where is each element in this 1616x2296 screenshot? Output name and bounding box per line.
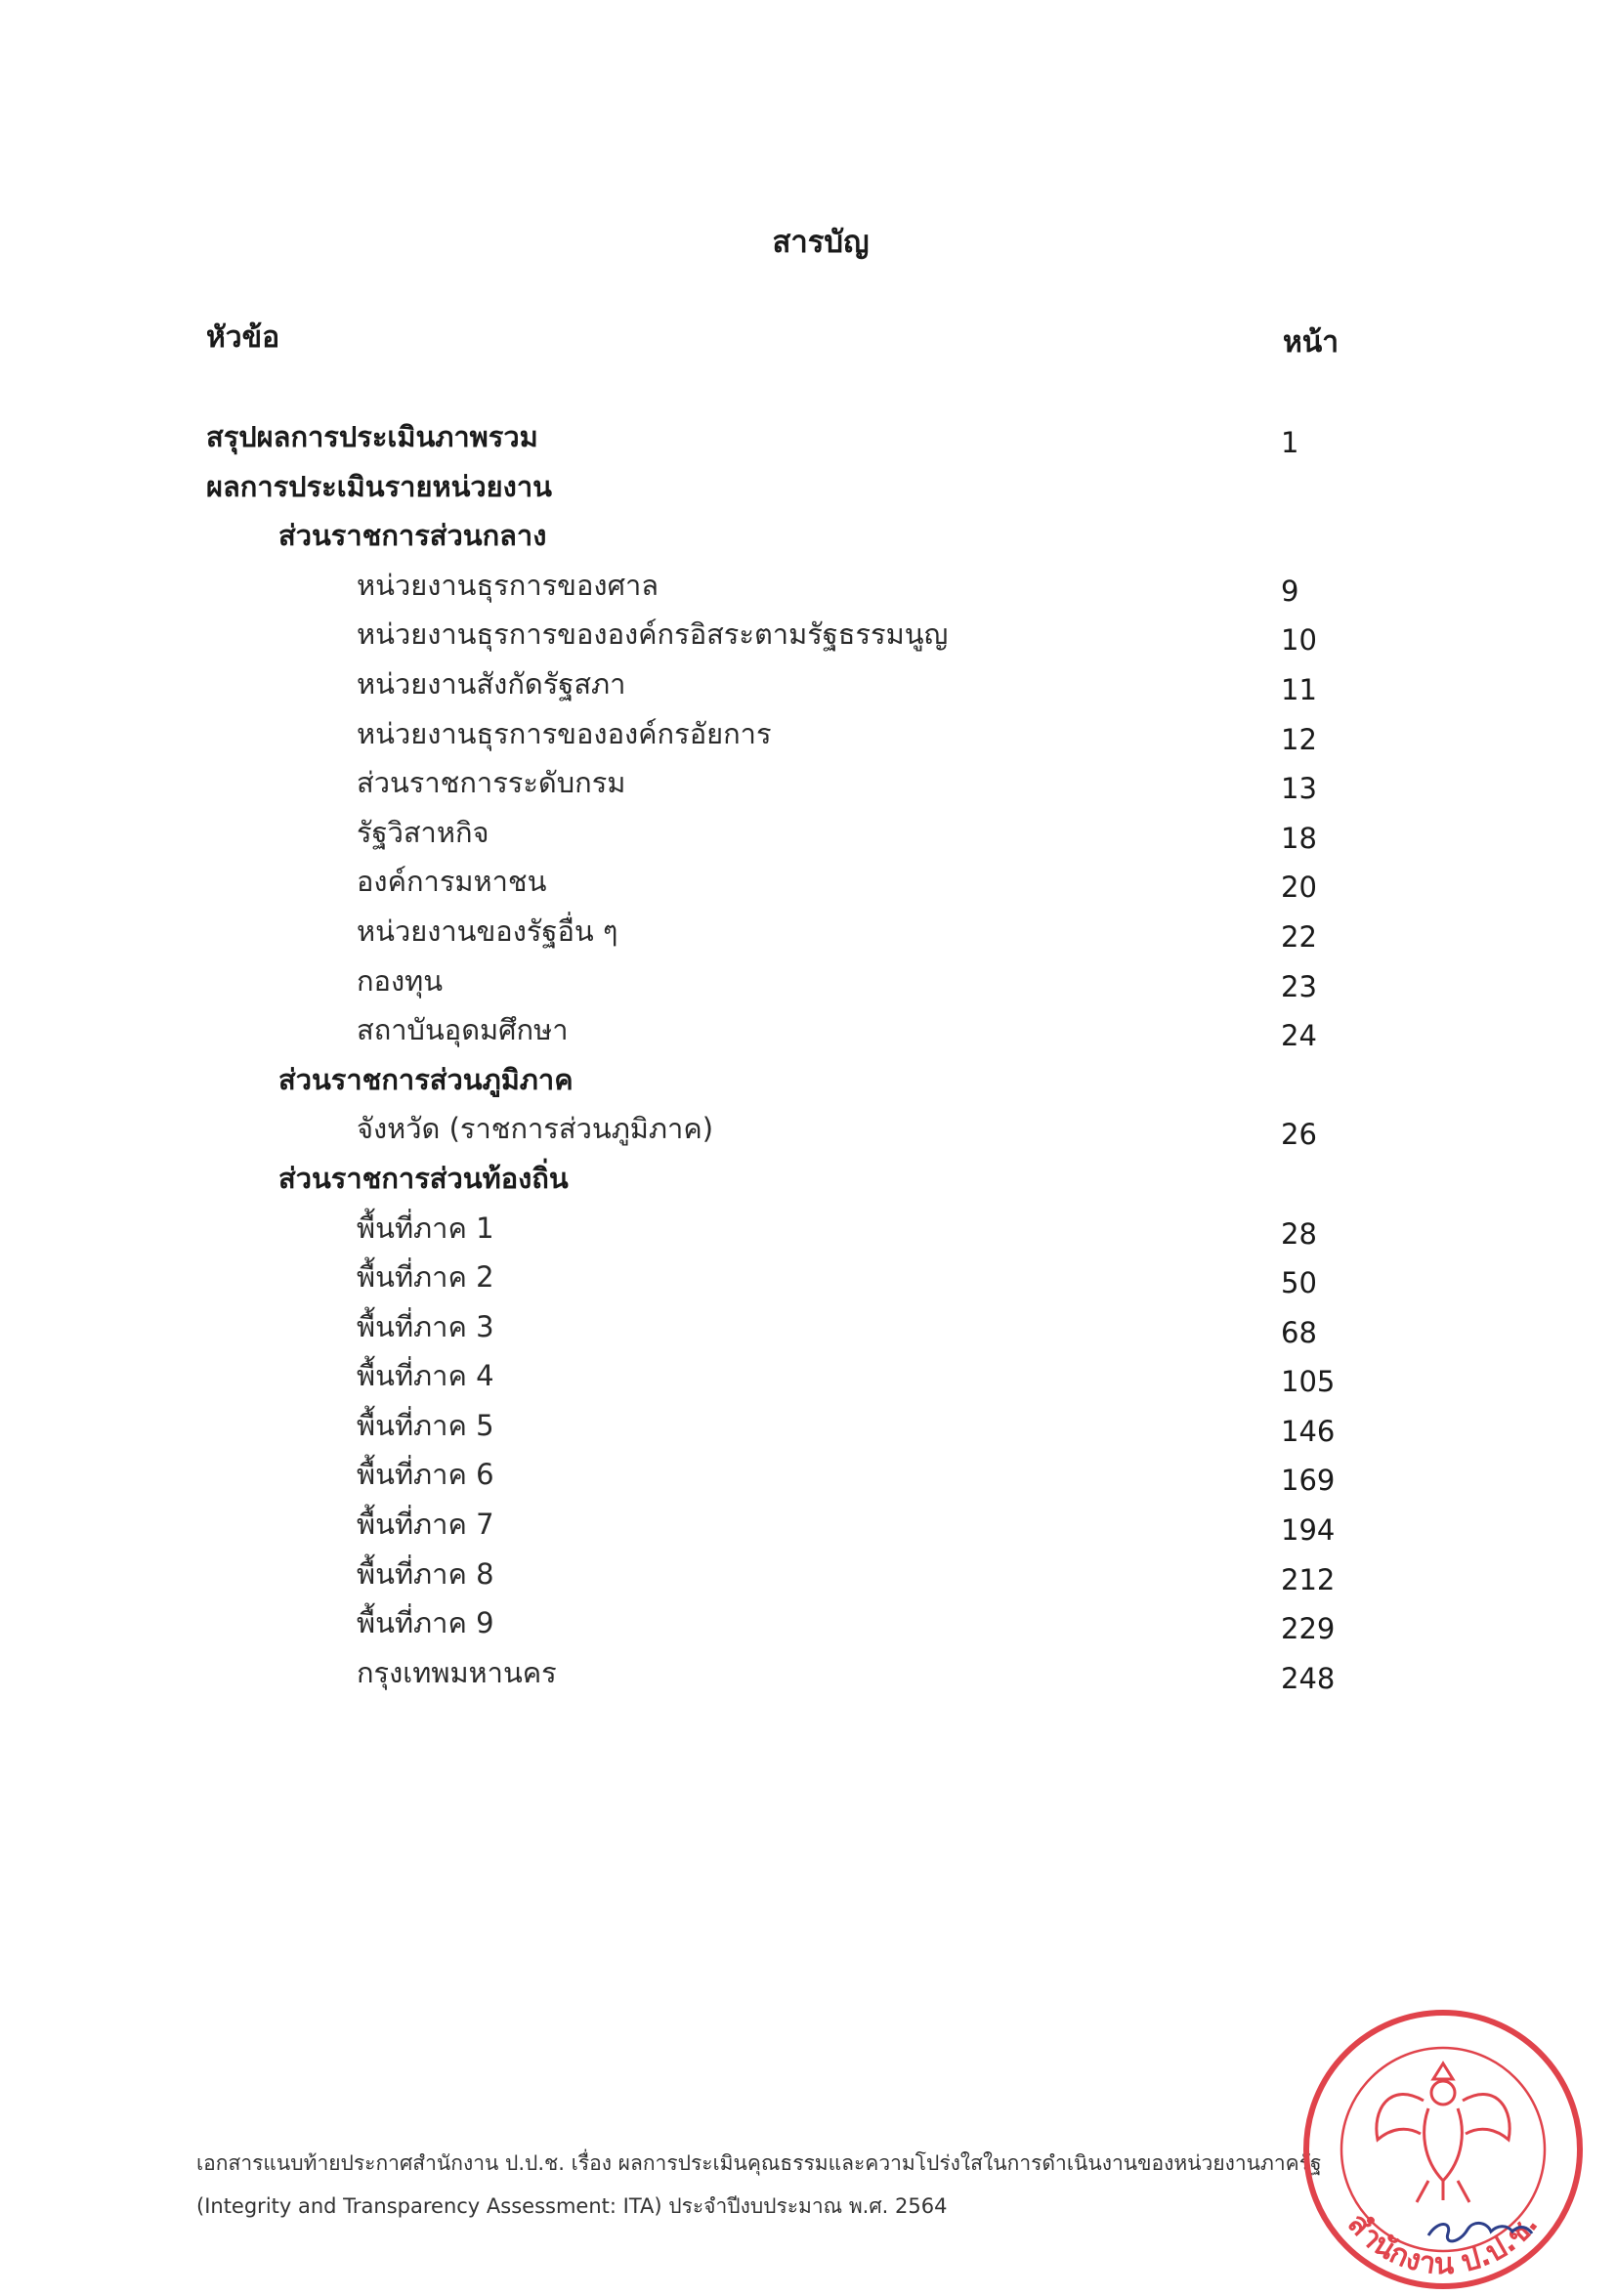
toc-entry-label: หน่วยงานของรัฐอื่น ๆ <box>357 914 618 948</box>
toc-entry-label: กองทุน <box>357 963 444 998</box>
toc-entry[interactable] <box>0 412 1616 462</box>
toc-entry-page: 50 <box>1281 1266 1317 1300</box>
toc-entry-page: 229 <box>1281 1612 1336 1646</box>
table-of-contents <box>0 412 1616 1697</box>
page-title: สารบัญ <box>772 225 870 260</box>
toc-entry[interactable] <box>0 1302 1616 1352</box>
toc-entry-page: 26 <box>1281 1118 1317 1152</box>
toc-entry-page: 10 <box>1281 623 1317 658</box>
toc-entry-label: รัฐวิสาหกิจ <box>357 815 489 849</box>
toc-entry-page: 146 <box>1281 1414 1336 1448</box>
toc-entry[interactable] <box>0 857 1616 907</box>
toc-entry-page: 169 <box>1281 1464 1336 1498</box>
toc-entry[interactable] <box>0 1253 1616 1302</box>
toc-entry-page: 20 <box>1281 871 1317 905</box>
toc-entry-label: พื้นที่ภาค 8 <box>357 1556 494 1591</box>
toc-subsection-label: ส่วนราชการส่วนท้องถิ่น <box>278 1161 569 1195</box>
toc-subsection <box>0 511 1616 561</box>
toc-entry-page: 11 <box>1281 672 1317 706</box>
toc-entry-label: พื้นที่ภาค 5 <box>357 1408 494 1442</box>
official-seal-stamp <box>1282 2003 1604 2296</box>
toc-entry[interactable] <box>0 1648 1616 1698</box>
toc-entry[interactable] <box>0 1204 1616 1254</box>
toc-entry[interactable] <box>0 1500 1616 1550</box>
toc-entry-label: หน่วยงานธุรการขององค์กรอิสระตามรัฐธรรมนูญ <box>357 617 949 652</box>
toc-entry-page: 18 <box>1281 821 1317 855</box>
toc-entry-page: 68 <box>1281 1315 1317 1349</box>
toc-section-label: ผลการประเมินรายหน่วยงาน <box>206 469 552 503</box>
toc-entry-page: 248 <box>1281 1661 1336 1695</box>
toc-subsection <box>0 1154 1616 1204</box>
toc-entry-label: พื้นที่ภาค 2 <box>357 1260 494 1295</box>
toc-entry-label: ส่วนราชการระดับกรม <box>357 766 626 800</box>
garuda-emblem-icon <box>1377 2063 1510 2202</box>
toc-entry[interactable] <box>0 610 1616 659</box>
toc-entry-page: 22 <box>1281 919 1317 954</box>
toc-section <box>0 462 1616 512</box>
toc-entry-label: พื้นที่ภาค 4 <box>357 1359 494 1393</box>
toc-entry-label: พื้นที่ภาค 6 <box>357 1458 494 1492</box>
toc-entry[interactable] <box>0 907 1616 957</box>
toc-entry[interactable] <box>0 1450 1616 1500</box>
toc-entry[interactable] <box>0 1005 1616 1055</box>
toc-entry[interactable] <box>0 659 1616 709</box>
toc-entry-label: พื้นที่ภาค 3 <box>357 1309 494 1343</box>
toc-entry-label: พื้นที่ภาค 7 <box>357 1508 494 1542</box>
toc-subsection-label: ส่วนราชการส่วนกลาง <box>278 519 547 553</box>
toc-entry-label: สถาบันอุดมศึกษา <box>357 1013 569 1047</box>
toc-entry-label: สรุปผลการประเมินภาพรวม <box>206 420 538 453</box>
toc-entry-label: หน่วยงานธุรการขององค์กรอัยการ <box>357 716 772 750</box>
toc-entry-page: 12 <box>1281 722 1317 756</box>
toc-entry-label: จังหวัด (ราชการส่วนภูมิภาค) <box>357 1112 714 1146</box>
toc-entry[interactable] <box>0 758 1616 808</box>
footer-note-line-1: เอกสารแนบท้ายประกาศสำนักงาน ป.ป.ช. เรื่อง ผลการประเมินคุณธรรมและความโปร่งใสในการดำเนินงานของหน่วยงานภาครัฐ <box>196 2151 1322 2175</box>
svg-text:สำนักงาน ป.ป.ช.: สำนักงาน ป.ป.ช. <box>1340 2206 1546 2282</box>
toc-entry[interactable] <box>0 1401 1616 1451</box>
topic-column-header: หัวข้อ <box>206 320 280 355</box>
page-column-header: หน้า <box>1283 325 1340 360</box>
toc-entry-page: 9 <box>1281 574 1299 608</box>
toc-entry-label: พื้นที่ภาค 9 <box>357 1606 494 1640</box>
toc-subsection-label: ส่วนราชการส่วนภูมิภาค <box>278 1062 574 1096</box>
toc-entry-page: 212 <box>1281 1562 1336 1596</box>
toc-subsection <box>0 1055 1616 1105</box>
toc-entry-label: หน่วยงานสังกัดรัฐสภา <box>357 666 626 701</box>
toc-entry-page: 23 <box>1281 969 1317 1003</box>
toc-entry[interactable] <box>0 1104 1616 1154</box>
toc-entry[interactable] <box>0 561 1616 611</box>
toc-entry-label: พื้นที่ภาค 1 <box>357 1211 494 1245</box>
toc-entry[interactable] <box>0 808 1616 858</box>
toc-entry-page: 13 <box>1281 772 1317 806</box>
toc-entry-label: กรุงเทพมหานคร <box>357 1655 557 1689</box>
toc-entry-page: 24 <box>1281 1019 1317 1053</box>
toc-entry[interactable] <box>0 957 1616 1006</box>
toc-entry[interactable] <box>0 1550 1616 1599</box>
toc-entry-page: 28 <box>1281 1216 1317 1251</box>
toc-entry[interactable] <box>0 1598 1616 1648</box>
toc-entry-page: 105 <box>1281 1365 1336 1399</box>
toc-entry[interactable] <box>0 709 1616 759</box>
footer-note-line-2: (Integrity and Transparency Assessment: ITA) ประจำปีงบประมาณ พ.ศ. 2564 <box>196 2194 948 2218</box>
toc-entry-label: หน่วยงานธุรการของศาล <box>357 568 659 602</box>
toc-entry-page: 1 <box>1281 426 1299 459</box>
toc-entry-page: 194 <box>1281 1513 1336 1548</box>
toc-entry[interactable] <box>0 1351 1616 1401</box>
toc-entry-label: องค์การมหาชน <box>357 865 547 899</box>
